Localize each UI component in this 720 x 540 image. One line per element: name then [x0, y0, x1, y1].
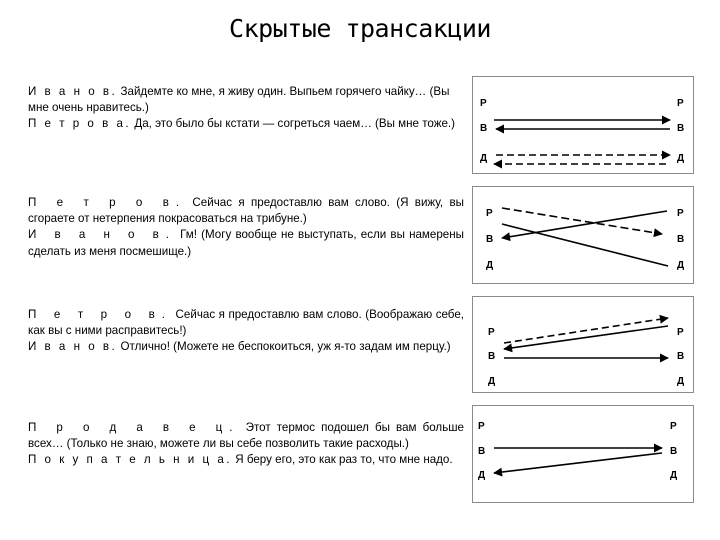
dashed-arrow-v-to-r	[504, 318, 668, 343]
label-d-right: Д	[677, 153, 685, 164]
dialogue-block-4	[28, 420, 464, 469]
line-text: Да, это было бы кстати — согреться чаем… (Вы мне тоже.)	[131, 117, 456, 131]
diagram-frame	[473, 297, 694, 393]
label-r-left: Р	[478, 421, 485, 432]
line-text: Зайдемте ко мне, я живу один. Выпьем горячего чайку… (Вы мне очень нравитесь.)	[28, 85, 450, 115]
dialogue-block-1	[28, 84, 464, 133]
label-r-right: Р	[670, 421, 677, 432]
diagram-frame	[473, 77, 694, 174]
dialogue-line	[28, 227, 464, 259]
label-v-left: В	[480, 123, 488, 134]
label-v-right: В	[670, 446, 678, 457]
label-v-left: В	[488, 351, 496, 362]
dialogue-line	[28, 420, 464, 452]
label-r-left: Р	[486, 208, 493, 219]
label-d-right: Д	[677, 260, 685, 271]
arrow-r-to-v	[502, 211, 667, 238]
label-r-left: Р	[480, 98, 487, 109]
transaction-diagram-1	[472, 76, 694, 174]
dialogue-block-3	[28, 307, 464, 356]
arrow-r-to-v	[504, 326, 668, 349]
label-v-right: В	[677, 234, 685, 245]
dialogue-line	[28, 195, 464, 227]
label-d-right: Д	[677, 376, 685, 387]
transaction-diagram-2	[472, 186, 694, 284]
label-r-left: Р	[488, 327, 495, 338]
line-text: Я беру его, это как раз то, что мне надо.	[232, 453, 453, 467]
speaker-name: П р о д а в е ц.	[28, 421, 240, 434]
label-v-left: В	[478, 446, 486, 457]
transaction-diagram-3	[472, 296, 694, 393]
speaker-name: И в а н о в.	[28, 340, 118, 354]
label-d-left: Д	[488, 376, 496, 387]
label-r-right: Р	[677, 208, 684, 219]
speaker-name: И в а н о в.	[28, 85, 118, 98]
page-title: Скрытые трансакции	[229, 14, 491, 43]
line-text: Гм! (Могу вообще не выступать, если вы намерены сделать из меня посмешище.)	[28, 228, 464, 258]
label-v-right: В	[677, 123, 685, 134]
line-v-to-d	[502, 224, 668, 266]
dialogue-block-2	[28, 195, 464, 260]
speaker-name: И в а н о в.	[28, 228, 176, 242]
label-d-left: Д	[480, 153, 488, 164]
dialogue-line	[28, 116, 464, 132]
label-r-right: Р	[677, 98, 684, 109]
dialogue-line	[28, 452, 464, 468]
line-text: Отлично! (Можете не беспокоиться, уж я-то задам им перцу.)	[117, 340, 451, 354]
speaker-name: П е т р о в а.	[28, 117, 132, 131]
dialogue-line	[28, 307, 464, 339]
label-v-right: В	[677, 351, 685, 362]
label-d-left: Д	[478, 470, 486, 481]
speaker-name: П о к у п а т е л ь н и ц а.	[28, 453, 233, 467]
line-text: Этот термос подошел бы вам больше всех… (Только не знаю, можете ли вы себе позволить такие расходы.)	[28, 421, 464, 451]
dialogue-line	[28, 84, 464, 116]
line-text: Сейчас я предоставлю вам слово. (Я вижу, вы сгораете от нетерпения покрасоваться на трибуне.)	[28, 196, 464, 226]
speaker-name: П е т р о в.	[28, 308, 173, 321]
arrow-v-to-d	[494, 453, 662, 473]
label-r-right: Р	[677, 327, 684, 338]
transaction-diagram-4	[472, 405, 694, 503]
label-v-left: В	[486, 234, 494, 245]
label-d-right: Д	[670, 470, 678, 481]
diagram-frame	[473, 187, 694, 284]
label-d-left: Д	[486, 260, 494, 271]
speaker-name: П е т р о в.	[28, 196, 187, 209]
line-text: Сейчас я предоставлю вам слово. (Воображаю себе, как вы с ними расправитесь!)	[28, 308, 464, 338]
dialogue-line	[28, 339, 464, 355]
